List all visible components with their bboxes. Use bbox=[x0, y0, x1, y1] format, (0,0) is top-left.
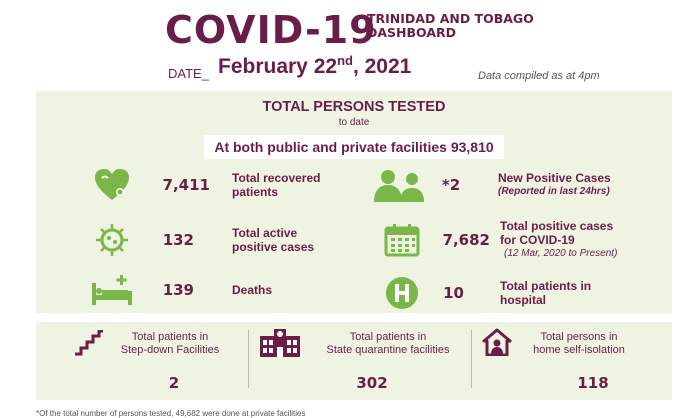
home-isolation-label bbox=[514, 331, 644, 357]
total-positive-value: 7,682 bbox=[442, 231, 490, 249]
page-subtitle bbox=[367, 12, 587, 40]
deaths-label: Deaths bbox=[232, 283, 273, 297]
stepdown-label-2: Step-down Facilities bbox=[120, 344, 220, 356]
hospital-label-1: Total patients in bbox=[500, 279, 592, 293]
stat-active bbox=[92, 222, 314, 258]
total-tested-box: At both public and private facilities 93,810 bbox=[204, 135, 504, 159]
hospital-bed-icon bbox=[90, 272, 134, 308]
calendar-icon bbox=[382, 222, 422, 258]
home-isolation-column bbox=[472, 322, 672, 400]
new-cases-note: (Reported in last 24hrs) bbox=[498, 186, 610, 197]
date-label: DATE_ bbox=[168, 66, 209, 81]
facilities-panel bbox=[36, 322, 672, 400]
dashboard-header bbox=[0, 0, 700, 90]
date-year: , 2021 bbox=[352, 55, 412, 78]
quarantine-label bbox=[303, 331, 473, 357]
total-positive-label-2: for COVID-19 bbox=[500, 233, 575, 247]
home-isolation-label-1: Total persons in bbox=[540, 331, 618, 343]
stepdown-value: 2 bbox=[168, 374, 180, 392]
quarantine-value: 302 bbox=[356, 374, 388, 392]
active-label-2: positive cases bbox=[232, 240, 315, 254]
total-positive-label bbox=[500, 219, 617, 261]
date-main: February 22 bbox=[218, 55, 338, 78]
quarantine-label-2: State quarantine facilities bbox=[326, 344, 450, 356]
stat-total-positive bbox=[382, 219, 617, 261]
report-date bbox=[218, 53, 411, 79]
home-person-icon bbox=[482, 328, 512, 361]
stat-hospital bbox=[382, 275, 591, 311]
recovered-label-2: patients bbox=[232, 185, 279, 199]
quarantine-label-1: Total patients in bbox=[349, 331, 427, 343]
heart-icon bbox=[92, 167, 132, 203]
home-isolation-value: 118 bbox=[577, 374, 609, 392]
quarantine-column bbox=[249, 322, 471, 400]
people-icon bbox=[372, 167, 428, 203]
hospital-h-icon bbox=[382, 275, 422, 311]
total-positive-label-1: Total positive cases bbox=[500, 219, 614, 233]
active-label bbox=[232, 226, 314, 254]
compiled-note: Data compiled as at 4pm bbox=[478, 70, 600, 82]
subtitle-line-2: DASHBOARD bbox=[367, 25, 457, 40]
recovered-label-1: Total recovered bbox=[232, 171, 321, 185]
active-value: 132 bbox=[162, 231, 194, 249]
footnote: *Of the total number of persons tested, 49,682 were done at private facilities bbox=[36, 409, 306, 418]
stepdown-label-1: Total patients in bbox=[131, 331, 209, 343]
date-suffix: nd bbox=[337, 53, 353, 68]
recovered-value: 7,411 bbox=[162, 176, 210, 194]
deaths-value: 139 bbox=[162, 281, 194, 299]
hospital-value: 10 bbox=[443, 284, 464, 302]
active-label-1: Total active bbox=[232, 226, 298, 240]
building-icon bbox=[259, 328, 301, 363]
stat-recovered bbox=[92, 167, 320, 203]
hospital-label-2: hospital bbox=[500, 293, 547, 307]
stat-deaths bbox=[90, 272, 272, 308]
main-stats-panel bbox=[36, 91, 672, 313]
stepdown-column bbox=[36, 322, 248, 400]
hospital-label bbox=[500, 279, 591, 307]
tested-subtitle: to date bbox=[338, 117, 370, 128]
stairs-icon bbox=[74, 330, 104, 361]
new-cases-label-1: New Positive Cases bbox=[498, 171, 611, 185]
stepdown-label bbox=[108, 331, 232, 357]
new-cases-label bbox=[498, 171, 611, 199]
stat-new-cases bbox=[372, 167, 611, 203]
home-isolation-label-2: home self-isolation bbox=[533, 344, 625, 356]
page-title: COVID-19 bbox=[165, 8, 377, 52]
tested-title: TOTAL PERSONS TESTED bbox=[262, 99, 446, 115]
recovered-label bbox=[232, 171, 320, 199]
virus-icon bbox=[92, 222, 132, 258]
subtitle-line-1: TRINIDAD AND TOBAGO bbox=[367, 11, 534, 26]
new-cases-value: *2 bbox=[441, 176, 461, 194]
total-positive-note: (12 Mar, 2020 to Present) bbox=[504, 248, 618, 259]
